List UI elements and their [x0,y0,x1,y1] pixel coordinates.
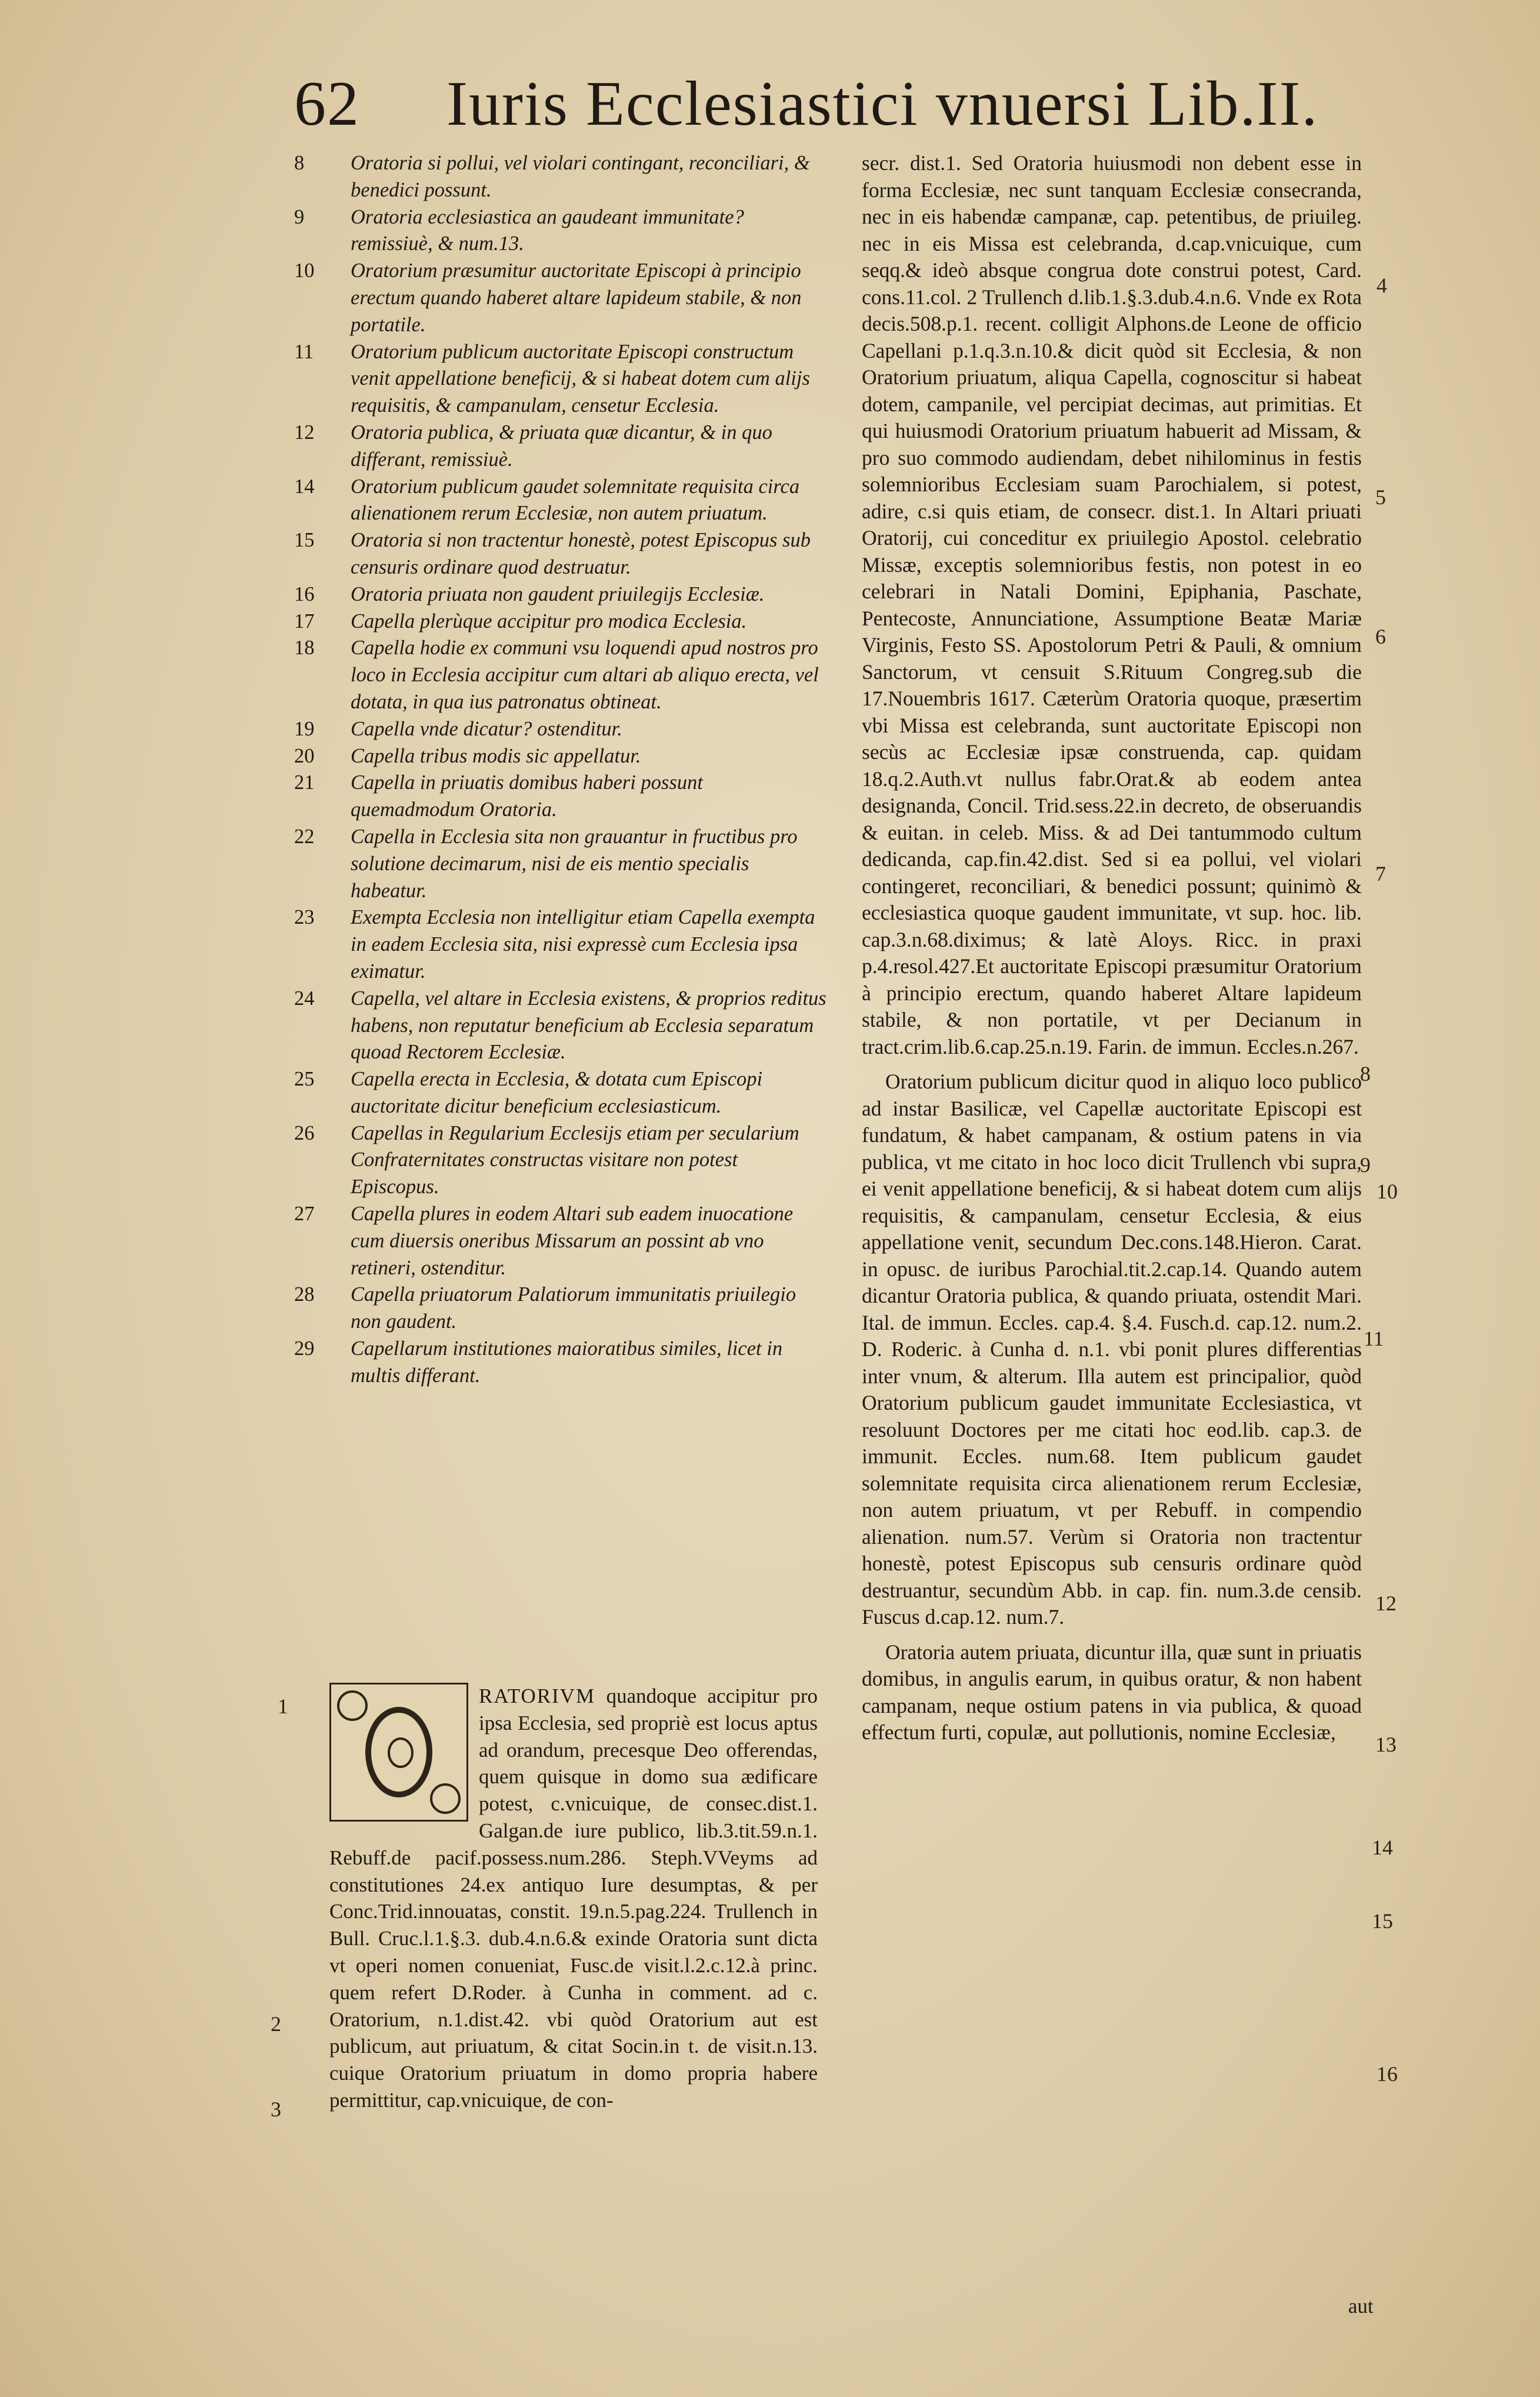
margin-number: 10 [1376,1180,1398,1203]
summary-item-text: Capellarum institutiones maioratibus similes, licet in multis differant. [351,1337,783,1387]
summary-item-number: 24 [294,987,315,1010]
summary-item-text: Exempta Ecclesia non intelligitur etiam Capella exempta in eadem Ecclesia sita, nisi expressè cum Ecclesia ipsa eximatur. [351,906,815,983]
page-number: 62 [294,69,360,139]
summary-item-number: 18 [294,637,315,660]
summary-item [294,904,829,985]
summary-item-text: Capella hodie ex communi vsu loquendi apud nostros pro loco in Ecclesia accipitur cum altari ab aliquo erecta, vel dotata, in qua ius patronatus obtineat. [351,637,819,713]
summary-item-number: 28 [294,1283,315,1306]
summary-item-number: 12 [294,421,315,444]
margin-number: 16 [1376,2062,1398,2086]
margin-number: 6 [1375,625,1386,648]
summary-item-number: 16 [294,582,315,605]
summary-item-number: 19 [294,717,315,740]
margin-number: 11 [1364,1327,1384,1350]
summary-item-number: 15 [294,529,315,552]
summary-item [294,1281,829,1336]
summary-item-number: 22 [294,825,315,848]
summary-item-number: 17 [294,610,315,632]
summary-item-text: Capella vnde dicatur? ostenditur. [351,717,622,740]
summary-item-number: 20 [294,744,315,767]
summary-item-text: Capella, vel altare in Ecclesia existens, & proprios reditus habens, non reputatur beneficium ab Ecclesia separatum quoad Rectorem Ecclesiæ. [351,987,826,1064]
margin-number: 5 [1375,485,1386,509]
running-header [294,66,1412,142]
margin-number: 12 [1375,1592,1396,1615]
summary-item [294,204,829,258]
margin-number: 15 [1372,1909,1393,1933]
summary-item-number: 11 [294,340,314,363]
summary-item [294,581,829,608]
summary-item-text: Capella plures in eodem Altari sub eadem inuocatione cum diuersis oneribus Missarum an possint ab vno retineri, ostenditur. [351,1203,794,1279]
summary-item-text: Capella plerùque accipitur pro modica Ecclesia. [351,610,747,632]
summary-item [294,608,829,635]
summary-item [294,824,829,904]
summary-item-text: Capella in priuatis domibus haberi possunt quemadmodum Oratoria. [351,771,703,821]
summary-item-text: Oratoria priuata non gaudent priuilegijs Ecclesiæ. [351,582,765,605]
paragraph-3: Oratoria autem priuata, dicuntur illa, quæ sunt in priuatis domibus, in angulis earum, in quibus oratur, & non habent campanam, neque ostium patens in via publica, & quoad effectum furti, copulæ, aut pollutionis, nomine Ecclesiæ, [862,1640,1362,1744]
summary-item [294,474,829,528]
paragraph-1: secr. dist.1. Sed Oratoria huiusmodi non debent esse in forma Ecclesiæ, nec sunt tanquam Ecclesiæ consecranda, nec in eis habendæ campanæ, cap. petentibus, de priuileg. nec in eis Missa est celebranda, d.cap.vnicuique, cum seqq.& ideò absque congrua dote construi potest, Card. cons.11.col. 2 Trullench d.lib.1.§.3.dub.4.n.6. Vnde ex Rota decis.508.p.1. recent. colligit Alphons.de Leone de officio Capellani p.1.q.3.n.10.& dicit quòd sit Ecclesia, & non Oratorium priuatum, aliqua Capella, cognoscitur si habeat dotem, campanile, vel percipiat decimas, aut primitias. Et qui huiusmodi Oratorium priuatum habuerit ad Missam, & pro suo commodo audiendam, debet nihilominus in festis solemnioribus Ecclesiam suam Parochialem, si potest, adire, c.si quis etiam, de consecr. dist.1. In Altari priuati Oratorij, cui conceditur ex priuilegio Apostol. celebratio Missæ, exceptis solemnioribus festis, non potest in eo celebrari in Natali Domini, Epiphania, Paschate, Pentecoste, Annunciatione, Assumptione Beatæ Mariæ Virginis, Festo SS. Apostolorum Petri & Pauli, & omnium Sanctorum, vt censuit S.Rituum Congreg.sub die 17.Nouembris 1617. Cæterùm Oratoria quoque, præsertim vbi Missa est celebranda, sunt auctoritate Episcopi non secùs ac Ecclesiæ ipsæ construenda, cap. quidam 18.q.2.Auth.vt nullus fabr.Orat.& ab eodem antea designanda, Concil. Trid.sess.22.in decreto, de obseruandis & euitan. in celeb. Miss. & ad Dei tantummodo cultum dedicanda, cap.fin.42.dist. Sed si ea pollui, vel violari contingeret, reconciliari, & benedici possunt; quinimò & ecclesiastica quoque gaudent immunitate, vt sup. hoc. lib. cap.3.n.68.diximus; & latè Aloys. Ricc. in praxi p.4.resol.427.Et auctoritate Episcopi præsumitur Oratorium à principio erectum, quando haberet Altare lapideum stabile, & non portatile, vt per Decianum in tract.crim.lib.6.cap.25.n.19. Farin. de immun. Eccles.n.267. [862,151,1362,1058]
summary-item [294,716,829,743]
summary-item [294,527,829,581]
summary-item-number: 29 [294,1337,315,1360]
summary-item-text: Oratoria publica, & priuata quæ dicantur, & in quo differant, remissiuè. [351,421,772,471]
summary-item [294,743,829,770]
catchword: aut [1348,2295,1374,2318]
margin-number: 2 [271,2012,281,2036]
summary-item [294,339,829,420]
summary-item [294,1066,829,1120]
summary-item-number: 23 [294,906,315,929]
summary-item-number: 8 [294,152,305,174]
margin-number: 13 [1375,1733,1396,1756]
summary-item [294,150,829,204]
right-column-text [862,150,1362,1746]
lead-word: RATORIVM [479,1684,596,1707]
left-column-text [329,1683,818,2114]
summary-item-text: Oratorium publicum gaudet solemnitate requisita circa alienationem rerum Ecclesiæ, non autem priuatum. [351,475,800,525]
summary-item-text: Capella tribus modis sic appellatur. [351,744,641,767]
summary-item-text: Capellas in Regularium Ecclesijs etiam per secularium Confraternitates constructas visitare non potest Episcopus. [351,1121,799,1198]
summary-item [294,258,829,338]
summary-item-text: Oratorium publicum auctoritate Episcopi constructum venit appellatione beneficij, & si habeat dotem cum alijs requisitis, & campanulam, censetur Ecclesia. [351,340,810,417]
summary-item [294,986,829,1066]
summary-item [294,770,829,824]
paragraph-2: Oratorium publicum dicitur quod in aliquo loco publico ad instar Basilicæ, vel Capellæ auctoritate Episcopi est fundatum, & habet campanam, & ostium patens in via publica, vt me citato in hoc loco dicit Trullench vbi supra, ei venit appellatione beneficij, & si habeat dotem cum alijs requisitis, & campanulam, censetur Ecclesia, & eius appellatione venit, secundum Dec.cons.148.Hieron. Carat. in opusc. de iuribus Parochial.tit.2.cap.14. Quando autem dicantur Oratoria publica, & quando priuata, ostendit Mari. Ital. de immun. Eccles. cap.4. §.4. Fusch.d. cap.12. num.2. D. Roderic. à Cunha d. n.1. vbi ponit plures differentias inter vnum, & alterum. Illa autem est principalior, quòd Oratorium publicum gaudet immunitate Ecclesiastica, vt resoluunt Doctores per me citati hoc eod.lib. cap.3. de immunit. Eccles. num.68. Item publicum gaudet solemnitate requisita circa alienationem rerum Ecclesiæ, non autem priuatum, vt per Rebuff. in compendio alienation. num.57. Verùm si Oratoria non tractentur honestè, potest Episcopus sub censuris ordinare quòd destruantur, secundùm Abb. in cap. fin. num.3.de censib. Fuscus d.cap.12. num.7. [862,1070,1362,1629]
margin-number: 3 [271,2098,281,2121]
left-body-text: quandoque accipitur pro ipsa Ecclesia, sed propriè est locus aptus ad orandum, precesque Deo offerendas, quem quisque in domo sua ædificare potest, c.vnicuique, de consec.dist.1. Galgan.de iure publico, lib.3.tit.59.n.1. Rebuff.de pacif.possess.num.286. Steph.VVeyms ad constitutiones 24.ex antiquo Iure desumptas, & per Conc.Trid.innouatas, constit. 19.n.5.pag.224. Trullench in Bull. Cruc.l.1.§.3. dub.4.n.6.& exinde Oratoria sunt dicta vt operi nomen conueniat, Fusc.de visit.l.2.c.12.à princ. quem refert D.Roder. à Cunha in comment. ad c. Oratorium, n.1.dist.42. vbi quòd Oratorium aut est publicum, aut priuatum, & citat Socin.in t. de visit.n.13. cuique Oratorium priuatum in domo propria habere permittitur, cap.vnicuique, de con- [329,1684,818,2112]
summary-item-text: Oratoria si non tractentur honestè, potest Episcopus sub censuris ordinare quod destruatur. [351,529,811,578]
margin-number: 8 [1360,1062,1371,1086]
summary-item-number: 21 [294,771,315,794]
summary-item-text: Oratoria ecclesiastica an gaudeant immunitate? remissiuè, & num.13. [351,205,744,255]
summary-item [294,420,829,474]
ornamental-initial-o [329,1683,468,1822]
summary-item-text: Oratorium præsumitur auctoritate Episcopi à principio erectum quando haberet altare lapideum stabile, & non portatile. [351,259,802,336]
summary-item-text: Oratoria si pollui, vel violari contingant, reconciliari, & benedici possunt. [351,152,810,201]
summary-item-text: Capella priuatorum Palatiorum immunitatis priuilegio non gaudent. [351,1283,796,1333]
summary-item-number: 26 [294,1121,315,1144]
summary-item-text: Capella in Ecclesia sita non grauantur in fructibus pro solutione decimarum, nisi de eis mentio specialis habeatur. [351,825,798,902]
margin-number: 14 [1372,1836,1393,1859]
margin-number: 4 [1376,274,1387,297]
summary-item [294,1201,829,1281]
summary-item-number: 14 [294,475,315,498]
summary-item-number: 25 [294,1068,315,1091]
margin-number: 9 [1360,1153,1371,1177]
summary-item-number: 9 [294,205,305,228]
margin-number: 1 [278,1694,288,1718]
summary-item [294,1120,829,1201]
summary-item-text: Capella erecta in Ecclesia, & dotata cum Episcopi auctoritate dicitur beneficium ecclesiasticum. [351,1068,763,1117]
summary-item-number: 10 [294,259,315,282]
summary-list [294,150,829,1390]
summary-item [294,1336,829,1390]
running-title: Iuris Ecclesiastici vnuersi Lib.II. [446,69,1319,139]
summary-item-number: 27 [294,1203,315,1226]
margin-number: 7 [1375,862,1386,885]
summary-item [294,635,829,715]
